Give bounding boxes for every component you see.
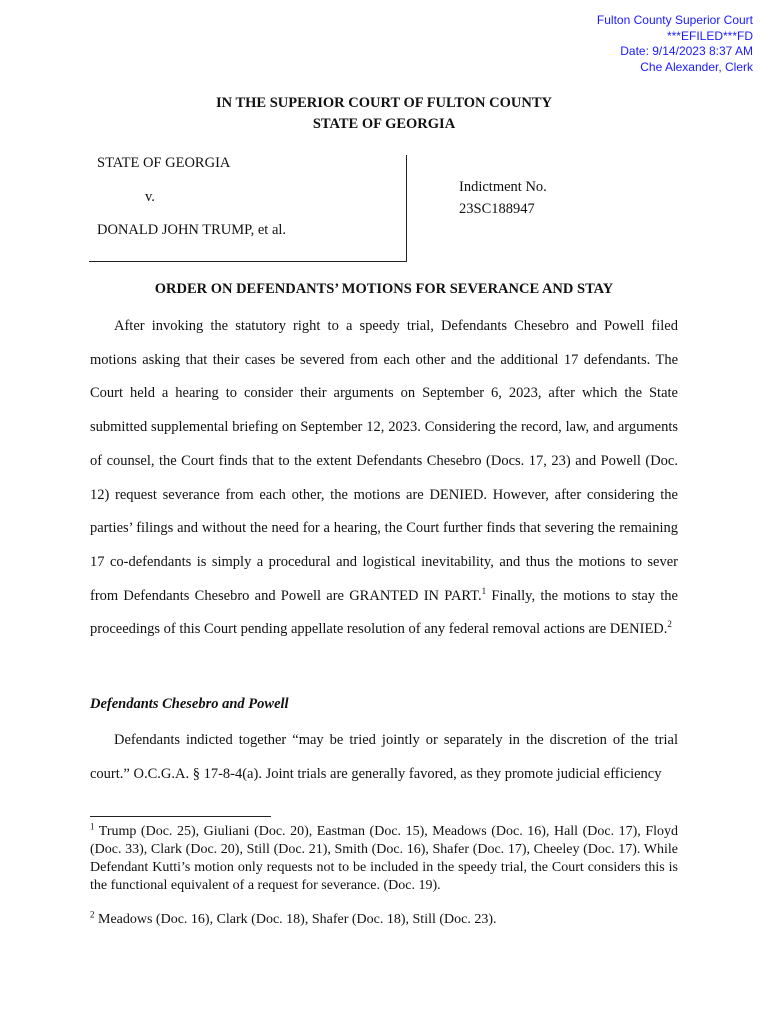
footnote-2-text: Meadows (Doc. 16), Clark (Doc. 18), Shafer (Doc. 18), Still (Doc. 23). <box>94 912 497 927</box>
footnote-1 <box>90 823 678 895</box>
caption-versus: v. <box>145 189 155 205</box>
footnotes <box>90 823 678 945</box>
paragraph-1-text: After invoking the statutory right to a speedy trial, Defendants Chesebro and Powell filed motions asking that their cases be severed from each other and the additional 17 defendants. The Court held a hearing to consider their arguments on September 6, 2023, after which the State submitted supplemental briefing on September 12, 2023. Considering the record, law, and arguments of counsel, the Court finds that to the extent Defendants Chesebro (Docs. 17, 23) and Powell (Doc. 12) request severance from each other, the motions are DENIED. However, after considering the parties’ filings and without the need for a hearing, the Court further finds that severing the remaining 17 co-defendants is simply a procedural and logistical inevitability, and thus the motions to sever from Defendants Chesebro and Powell are GRANTED IN PART. <box>90 318 678 604</box>
footnote-2 <box>90 911 678 929</box>
indictment-label: Indictment No. <box>459 179 547 195</box>
footnote-1-marker: 1 <box>90 821 95 832</box>
opening-paragraph <box>90 310 678 647</box>
stamp-date-line: Date: 9/14/2023 8:37 AM <box>620 44 753 58</box>
indictment-number: 23SC188947 <box>459 201 535 217</box>
stamp-clerk-line: Che Alexander, Clerk <box>640 59 753 74</box>
caption-defendant: DONALD JOHN TRUMP, et al. <box>97 222 287 238</box>
efiling-stamp <box>597 13 753 75</box>
section-paragraph <box>90 724 678 791</box>
case-number-block <box>459 176 547 220</box>
caption-divider-vertical <box>406 155 407 261</box>
court-name: IN THE SUPERIOR COURT OF FULTON COUNTY <box>215 95 552 111</box>
section-heading: Defendants Chesebro and Powell <box>90 696 289 712</box>
footnote-1-text: Trump (Doc. 25), Giuliani (Doc. 20), Eastman (Doc. 15), Meadows (Doc. 16), Hall (Doc. 17), Floyd (Doc. 33), Clark (Doc. 20), Still (Doc. 21), Smith (Doc. 16), Shafer (Doc. 17), Cheeley (Doc. 17). While Defendant Kutti’s motion only requests not to be included in the speedy trial, the Court considers this is the functional equivalent of a request for severance. (Doc. 19). <box>90 824 678 893</box>
paragraph-1 <box>90 310 678 647</box>
stamp-court-line: Fulton County Superior Court <box>596 13 753 27</box>
court-state: STATE OF GEORGIA <box>312 116 456 132</box>
caption-divider-horizontal <box>89 261 407 262</box>
footnote-separator <box>90 816 271 817</box>
stamp-efiled-line: ***EFILED***FD <box>666 28 753 43</box>
caption-plaintiff: STATE OF GEORGIA <box>97 155 231 171</box>
footnote-2-marker: 2 <box>90 909 95 920</box>
order-title: ORDER ON DEFENDANTS’ MOTIONS FOR SEVERANCE AND STAY <box>154 281 614 297</box>
footnote-ref-1[interactable]: 1 <box>481 585 487 596</box>
court-heading <box>0 93 768 135</box>
footnote-ref-2[interactable]: 2 <box>667 619 672 630</box>
paragraph-1-text-cont: Finally, the motions to stay the proceedings of this Court pending appellate resolution of any federal removal actions are DENIED. <box>90 587 678 638</box>
paragraph-2: Defendants indicted together “may be tried jointly or separately in the discretion of the trial court.” O.C.G.A. § 17-8-4(a). Joint trials are generally favored, as they promote judicial efficiency <box>90 732 678 782</box>
